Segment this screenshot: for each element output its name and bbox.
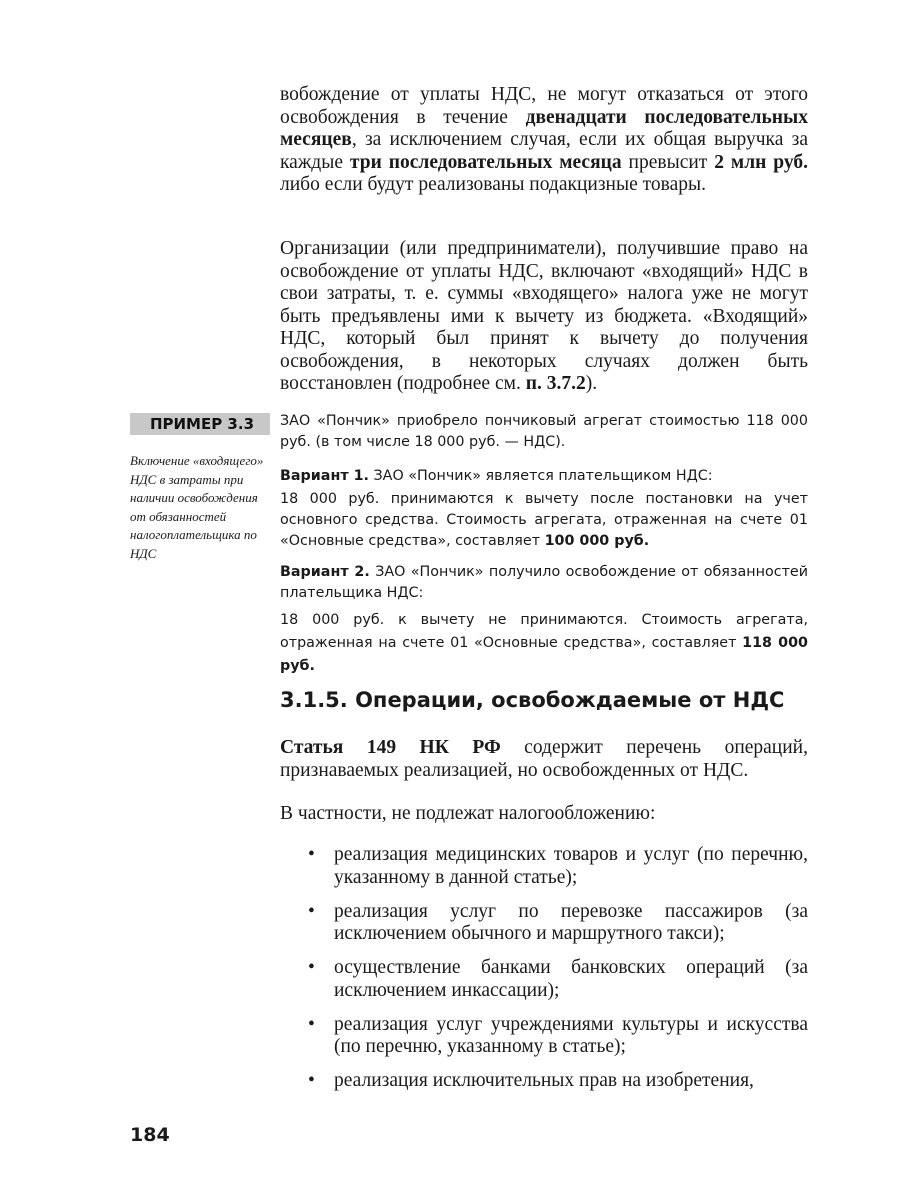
example-variant-1-body: 18 000 руб. принимаются к вычету после постановки на учет основного средства. Стоимость агрегата, отраженная на счете 01 «Основные средства», составляет 100 000 руб. — [280, 491, 808, 549]
bold-text: 100 000 руб. — [544, 533, 650, 549]
example-intro: ЗАО «Пончик» приобрело пончиковый агрегат стоимостью 118 000 руб. (в том числе 18 000 руб. — НДС). — [280, 413, 808, 450]
list-item-text: реализация услуг по перевозке пассажиров (за исключением обычного и маршрутного такси); — [334, 900, 808, 944]
body-paragraph-input-vat: Организации (или предприниматели), получившие право на освобождение от уплаты НДС, включают «входящий» НДС в свои затраты, т. е. суммы «входящего» налога уже не могут быть предъявлены ими к вычету из бюджета. «Входящий» НДС, который был принят к вычету до получения освобождения, в некоторых случаях должен быть восстановлен (подробнее см. п. 3.7.2). — [280, 238, 808, 394]
list-item — [280, 957, 808, 1002]
example-label: ПРИМЕР 3.3 — [130, 413, 270, 435]
section-heading: 3.1.5. Операции, освобождаемые от НДС — [280, 688, 785, 712]
list-item-text: осуществление банками банковских операций (за исключением инкассации); — [334, 957, 808, 1001]
bold-text: 118 000 руб. — [280, 635, 808, 674]
bullet-icon: • — [308, 1013, 315, 1035]
bold-text: Вариант 2. — [280, 564, 370, 580]
example-variant-1-heading: Вариант 1. ЗАО «Пончик» является плательщиком НДС: — [280, 468, 713, 484]
list-item — [280, 1014, 808, 1059]
body-paragraph-article-149: Статья 149 НК РФ содержит перечень операций, признаваемых реализацией, но освобожденных от НДС. — [280, 737, 808, 781]
bold-text: 2 млн руб. — [714, 151, 809, 173]
bold-text: п. 3.7.2 — [525, 373, 586, 394]
list-item-text: реализация медицинских товаров и услуг (по перечню, указанному в данной статье); — [334, 844, 808, 888]
bold-text: двенадцати последовательных месяцев — [280, 106, 808, 150]
example-side-note: Включение «входящего» НДС в затраты при наличии освобождения от обязанностей налогоплательщика по НДС — [130, 453, 264, 561]
example-variant-2-heading: Вариант 2. ЗАО «Пончик» получило освобождение от обязанностей плательщика НДС: — [280, 564, 808, 601]
exempt-operations-list — [280, 844, 808, 1104]
body-paragraph-not-taxed: В частности, не подлежат налогообложению: — [280, 803, 656, 824]
bold-text: Статья 149 НК РФ — [280, 737, 501, 758]
list-item — [280, 844, 808, 889]
page-number: 184 — [130, 1124, 170, 1146]
list-item-text: реализация услуг учреждениями культуры и искусства (по перечню, указанному в статье); — [334, 1013, 808, 1057]
bullet-icon: • — [308, 900, 315, 922]
bold-text: Вариант 1. — [280, 468, 369, 484]
bullet-icon: • — [308, 1070, 315, 1091]
list-item — [280, 1070, 808, 1093]
example-variant-2-body: 18 000 руб. к вычету не принимаются. Стоимость агрегата, отраженная на счете 01 «Основные средства», составляет 118 000 руб. — [280, 612, 808, 674]
bullet-icon: • — [308, 844, 315, 865]
bullet-icon: • — [308, 957, 315, 978]
list-item-text: реализация исключительных прав на изобретения, — [334, 1070, 754, 1091]
bold-text: три последовательных месяца — [349, 151, 622, 173]
list-item — [280, 901, 808, 946]
body-paragraph-exemption-term: вобождение от уплаты НДС, не могут отказаться от этого освобождения в течение двенадцати последовательных месяцев, за исключением случая, если их общая выручка за каждые три последовательных месяца превысит 2 млн руб. либо если будут реализованы подакцизные товары. — [280, 84, 809, 195]
